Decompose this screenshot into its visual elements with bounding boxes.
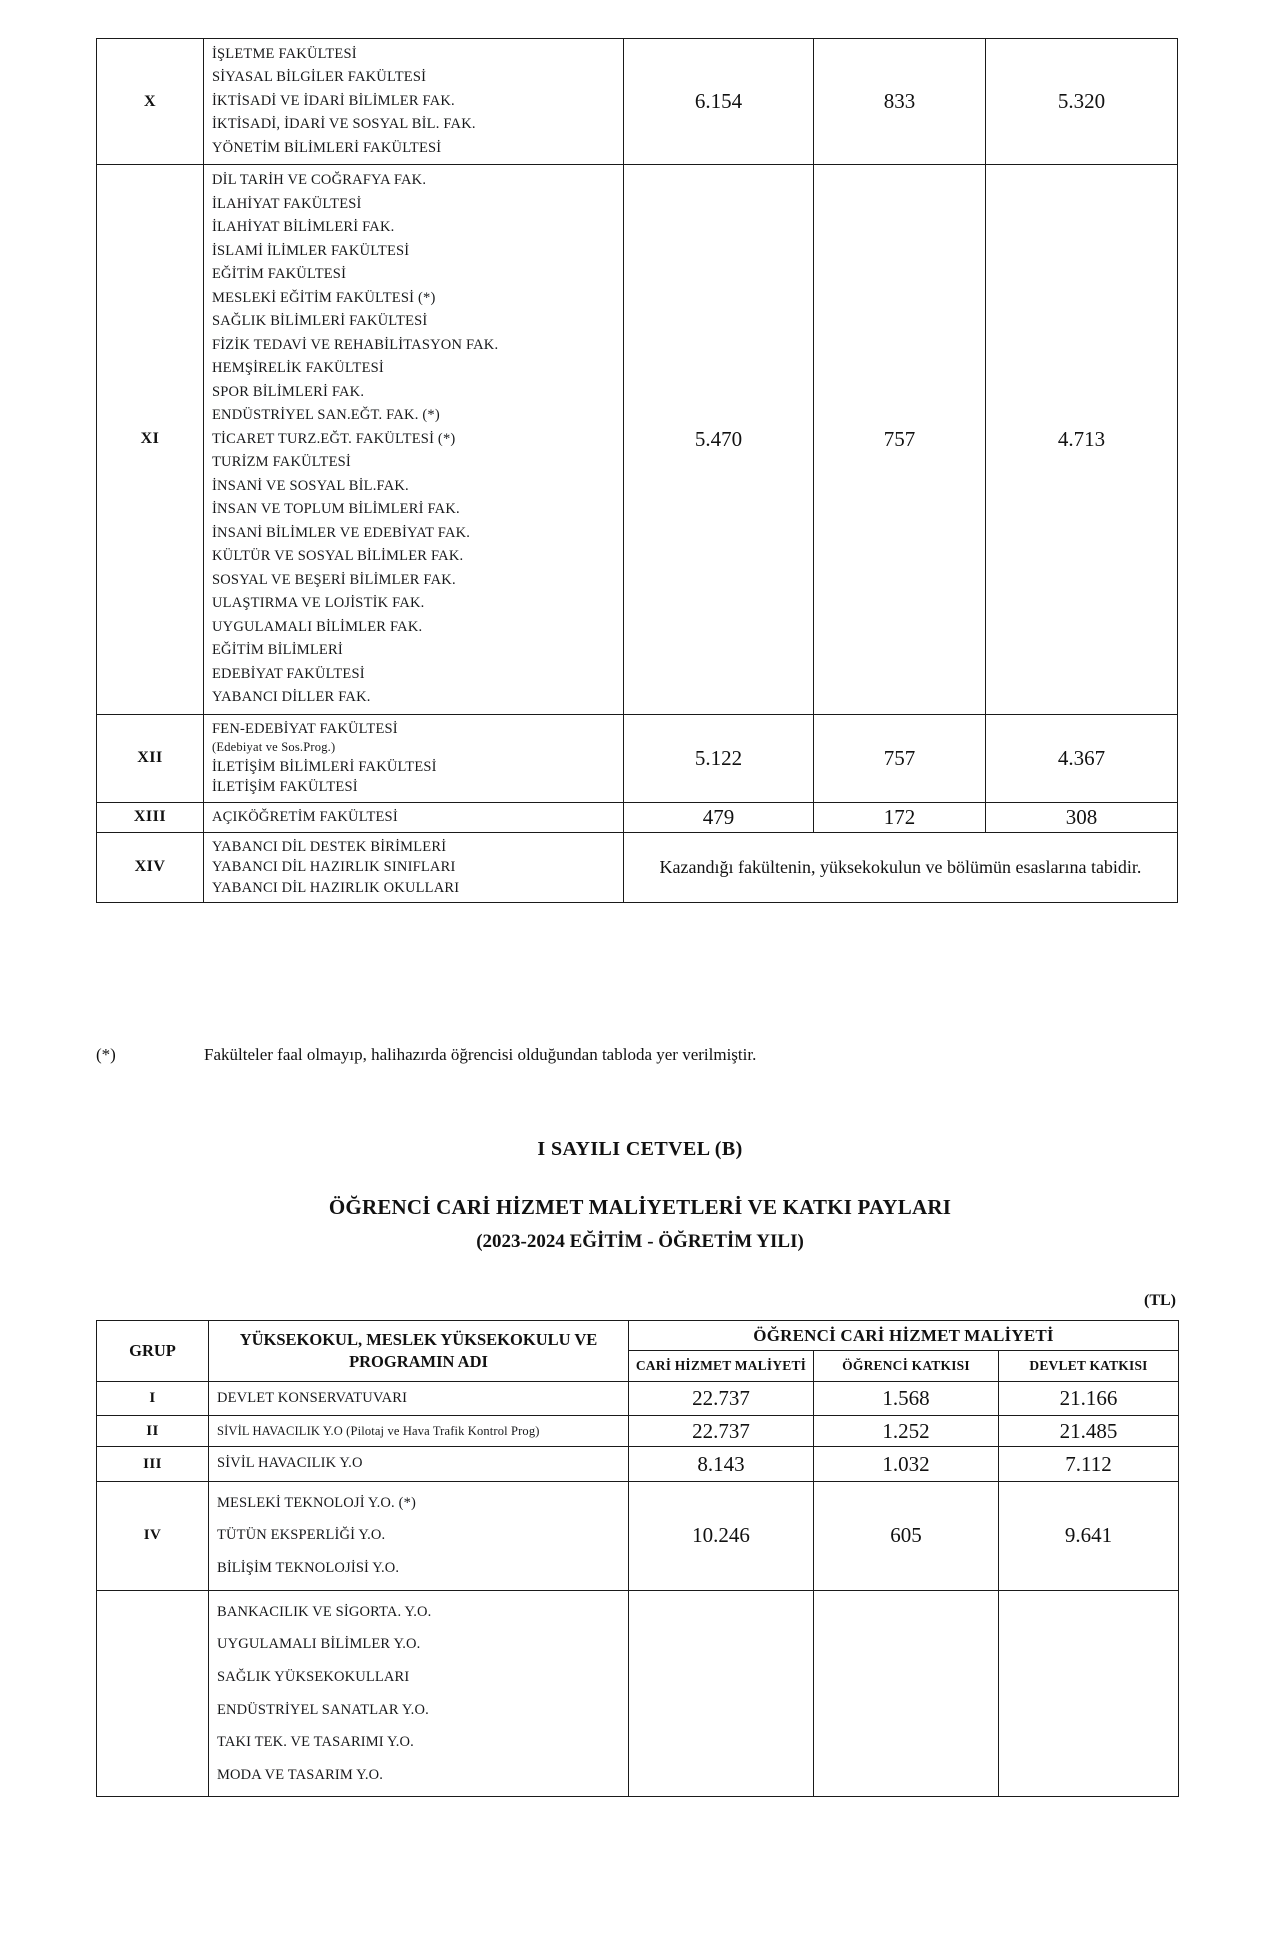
current-service-cost: 5.470: [624, 165, 814, 714]
group-label: II: [97, 1416, 209, 1447]
program-name: ENDÜSTRİYEL SANATLAR Y.O.: [217, 1701, 429, 1718]
student-contribution: 757: [814, 714, 986, 802]
faculty-list: [204, 165, 624, 714]
faculty-name: EDEBİYAT FAKÜLTESİ: [212, 665, 365, 682]
faculty-name: İLETİŞİM BİLİMLERİ FAKÜLTESİ: [212, 758, 437, 775]
table-row: [97, 1481, 1179, 1590]
program-name: DEVLET KONSERVATUVARI: [217, 1389, 408, 1406]
faculty-name: HEMŞİRELİK FAKÜLTESİ: [212, 360, 384, 377]
table-header-row: [97, 1321, 1179, 1351]
faculty-list: [204, 832, 624, 903]
student-contribution: [814, 1590, 999, 1797]
faculty-fee-table: [96, 38, 1178, 903]
program-name: MESLEKİ TEKNOLOJİ Y.O. (*): [217, 1494, 416, 1511]
faculty-name: YABANCI DİL HAZIRLIK SINIFLARI: [212, 859, 456, 876]
footnote-text: Fakülteler faal olmayıp, halihazırda öğrencisi olduğundan tabloda yer verilmiştir.: [204, 1045, 757, 1064]
program-list: [209, 1447, 629, 1481]
footnote-marker: (*): [96, 1045, 116, 1064]
faculty-name: İSLAMİ İLİMLER FAKÜLTESİ: [212, 242, 410, 259]
state-contribution: 308: [986, 803, 1178, 833]
current-service-cost: 6.154: [624, 39, 814, 165]
table-row: [97, 803, 1178, 833]
group-label: XII: [97, 714, 204, 802]
state-contribution: [999, 1590, 1179, 1797]
group-label: I: [97, 1381, 209, 1415]
state-contribution: 7.112: [999, 1447, 1179, 1481]
academic-year-subtitle: (2023-2024 EĞİTİM - ÖĞRETİM YILI): [476, 1231, 804, 1252]
table-row: [97, 1416, 1179, 1447]
faculty-name: İKTİSADİ, İDARİ VE SOSYAL BİL. FAK.: [212, 116, 476, 133]
student-contribution: 833: [814, 39, 986, 165]
program-name: BİLİŞİM TEKNOLOJİSİ Y.O.: [217, 1560, 400, 1577]
current-service-cost: 8.143: [629, 1447, 814, 1481]
cetvel-title: I SAYILI CETVEL (B): [537, 1138, 743, 1160]
faculty-name: ENDÜSTRİYEL SAN.EĞT. FAK. (*): [212, 407, 440, 424]
group-label: III: [97, 1447, 209, 1481]
table-row: [97, 165, 1178, 714]
faculty-name: TİCARET TURZ.EĞT. FAKÜLTESİ (*): [212, 430, 456, 447]
faculty-name: UYGULAMALI BİLİMLER FAK.: [212, 618, 423, 635]
merged-note: Kazandığı fakültenin, yüksekokulun ve bölümün esaslarına tabidir.: [624, 832, 1178, 903]
program-name: SAĞLIK YÜKSEKOKULLARI: [217, 1668, 410, 1685]
faculty-list: [204, 714, 624, 802]
student-contribution: 605: [814, 1481, 999, 1590]
student-contribution: 172: [814, 803, 986, 833]
state-contribution: 21.166: [999, 1381, 1179, 1415]
faculty-name: SİYASAL BİLGİLER FAKÜLTESİ: [212, 69, 427, 86]
state-contribution: 4.713: [986, 165, 1178, 714]
faculty-name: İLAHİYAT FAKÜLTESİ: [212, 195, 362, 212]
faculty-name: İLETİŞİM FAKÜLTESİ: [212, 779, 358, 796]
current-service-cost: 22.737: [629, 1381, 814, 1415]
faculty-name: İŞLETME FAKÜLTESİ: [212, 46, 357, 62]
table-row: [97, 39, 1178, 165]
faculty-name: FEN-EDEBİYAT FAKÜLTESİ: [212, 720, 398, 737]
state-contribution: 4.367: [986, 714, 1178, 802]
page-title: ÖĞRENCİ CARİ HİZMET MALİYETLERİ VE KATKI PAYLARI: [328, 1195, 952, 1219]
header-student-contribution: ÖĞRENCİ KATKISI: [814, 1351, 999, 1382]
student-contribution: 1.252: [814, 1416, 999, 1447]
header-program: YÜKSEKOKUL, MESLEK YÜKSEKOKULU VE PROGRAMIN ADI: [209, 1321, 629, 1382]
faculty-name: SPOR BİLİMLERİ FAK.: [212, 383, 365, 400]
table-row: [97, 832, 1178, 903]
group-label: XI: [97, 165, 204, 714]
program-name: SİVİL HAVACILIK Y.O (Pilotaj ve Hava Trafik Kontrol Prog): [217, 1424, 540, 1439]
group-label: X: [97, 39, 204, 165]
faculty-list: [204, 803, 624, 833]
faculty-name: SAĞLIK BİLİMLERİ FAKÜLTESİ: [212, 313, 428, 330]
group-label: XIII: [97, 803, 204, 833]
faculty-name: İNSANİ VE SOSYAL BİL.FAK.: [212, 477, 409, 494]
current-service-cost: 5.122: [624, 714, 814, 802]
faculty-name: EĞİTİM BİLİMLERİ: [212, 642, 343, 659]
program-name: TAKI TEK. VE TASARIMI Y.O.: [217, 1734, 414, 1751]
faculty-name: TURİZM FAKÜLTESİ: [212, 454, 351, 471]
student-contribution: 757: [814, 165, 986, 714]
faculty-name: YABANCI DİL HAZIRLIK OKULLARI: [212, 879, 460, 896]
faculty-name: SOSYAL VE BEŞERİ BİLİMLER FAK.: [212, 571, 456, 588]
group-label: IV: [97, 1481, 209, 1590]
program-name: BANKACILIK VE SİGORTA. Y.O.: [217, 1603, 432, 1620]
state-contribution: 5.320: [986, 39, 1178, 165]
student-contribution: 1.032: [814, 1447, 999, 1481]
current-service-cost: 10.246: [629, 1481, 814, 1590]
program-name: TÜTÜN EKSPERLİĞİ Y.O.: [217, 1527, 386, 1544]
state-contribution: 9.641: [999, 1481, 1179, 1590]
table-row: [97, 1447, 1179, 1481]
faculty-name: İKTİSADİ VE İDARİ BİLİMLER FAK.: [212, 92, 455, 109]
header-current-service-cost: CARİ HİZMET MALİYETİ: [629, 1351, 814, 1382]
header-state-contribution: DEVLET KATKISI: [999, 1351, 1179, 1382]
group-label: [97, 1590, 209, 1797]
current-service-cost: 479: [624, 803, 814, 833]
faculty-name: YABANCI DİLLER FAK.: [212, 689, 371, 706]
faculty-name: EĞİTİM FAKÜLTESİ: [212, 266, 347, 283]
faculty-name: AÇIKÖĞRETİM FAKÜLTESİ: [212, 809, 398, 826]
faculty-name: YABANCI DİL DESTEK BİRİMLERİ: [212, 838, 447, 855]
faculty-name: İNSAN VE TOPLUM BİLİMLERİ FAK.: [212, 501, 460, 518]
header-cost-span: ÖĞRENCİ CARİ HİZMET MALİYETİ: [629, 1321, 1179, 1351]
program-name: UYGULAMALI BİLİMLER Y.O.: [217, 1636, 421, 1653]
table-row: [97, 1590, 1179, 1797]
student-contribution: 1.568: [814, 1381, 999, 1415]
faculty-name: FİZİK TEDAVİ VE REHABİLİTASYON FAK.: [212, 336, 499, 353]
table-row: [97, 1381, 1179, 1415]
program-name: MODA VE TASARIM Y.O.: [217, 1766, 384, 1783]
current-service-cost: 22.737: [629, 1416, 814, 1447]
faculty-name: YÖNETİM BİLİMLERİ FAKÜLTESİ: [212, 139, 442, 156]
faculty-name: İLAHİYAT BİLİMLERİ FAK.: [212, 219, 395, 236]
header-grup: GRUP: [97, 1321, 209, 1382]
faculty-name: MESLEKİ EĞİTİM FAKÜLTESİ (*): [212, 289, 436, 306]
state-contribution: 21.485: [999, 1416, 1179, 1447]
faculty-name: KÜLTÜR VE SOSYAL BİLİMLER FAK.: [212, 548, 464, 565]
current-service-cost: [629, 1590, 814, 1797]
program-list: [209, 1381, 629, 1415]
faculty-name: DİL TARİH VE COĞRAFYA FAK.: [212, 172, 427, 189]
faculty-subnote: (Edebiyat ve Sos.Prog.): [212, 740, 336, 755]
vocational-school-fee-table: [96, 1320, 1179, 1797]
table-row: [97, 714, 1178, 802]
faculty-name: İNSANİ BİLİMLER VE EDEBİYAT FAK.: [212, 524, 471, 541]
table-footnote: [96, 1045, 1186, 1065]
program-list: [209, 1590, 629, 1797]
faculty-list: [204, 39, 624, 165]
faculty-name: ULAŞTIRMA VE LOJİSTİK FAK.: [212, 595, 425, 612]
program-name: SİVİL HAVACILIK Y.O: [217, 1455, 363, 1472]
currency-unit-label: (TL): [1144, 1292, 1176, 1309]
group-label: XIV: [97, 832, 204, 903]
program-list: [209, 1416, 629, 1447]
program-list: [209, 1481, 629, 1590]
